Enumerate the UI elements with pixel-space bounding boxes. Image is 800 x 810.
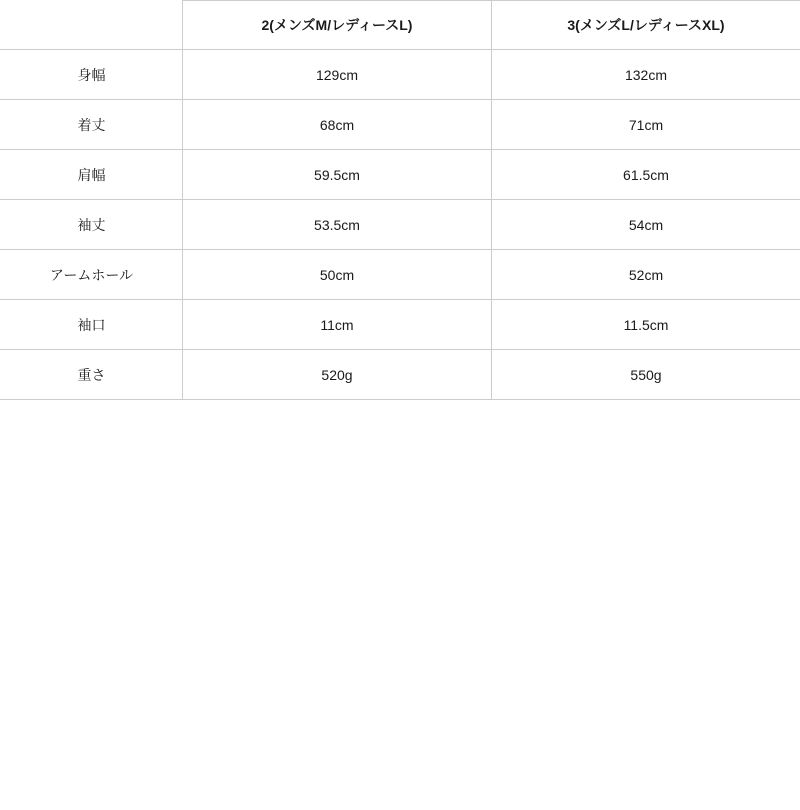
row-label-length: 着丈 [1,100,183,150]
cell-weight-size3: 550g [492,350,800,400]
row-label-cuff: 袖口 [1,300,183,350]
cell-body-width-size3: 132cm [492,50,800,100]
table-corner-cell [1,1,183,50]
cell-shoulder-width-size2: 59.5cm [183,150,492,200]
column-header-size-3: 3(メンズL/レディースXL) [492,1,800,50]
cell-cuff-size3: 11.5cm [492,300,800,350]
column-header-size-2: 2(メンズM/レディースL) [183,1,492,50]
table-row [1,350,800,400]
table-row [1,250,800,300]
cell-length-size3: 71cm [492,100,800,150]
table-row [1,300,800,350]
table-row [1,100,800,150]
table-row [1,50,800,100]
cell-length-size2: 68cm [183,100,492,150]
size-table [0,0,800,400]
row-label-shoulder-width: 肩幅 [1,150,183,200]
table-body [1,50,800,400]
row-label-sleeve-length: 袖丈 [1,200,183,250]
cell-armhole-size3: 52cm [492,250,800,300]
row-label-weight: 重さ [1,350,183,400]
table-row [1,150,800,200]
cell-sleeve-length-size3: 54cm [492,200,800,250]
row-label-armhole: アームホール [1,250,183,300]
cell-weight-size2: 520g [183,350,492,400]
blank-area [0,400,800,810]
cell-armhole-size2: 50cm [183,250,492,300]
header-row [1,1,800,50]
cell-body-width-size2: 129cm [183,50,492,100]
table-row [1,200,800,250]
cell-shoulder-width-size3: 61.5cm [492,150,800,200]
cell-sleeve-length-size2: 53.5cm [183,200,492,250]
row-label-body-width: 身幅 [1,50,183,100]
table-header [1,1,800,50]
cell-cuff-size2: 11cm [183,300,492,350]
